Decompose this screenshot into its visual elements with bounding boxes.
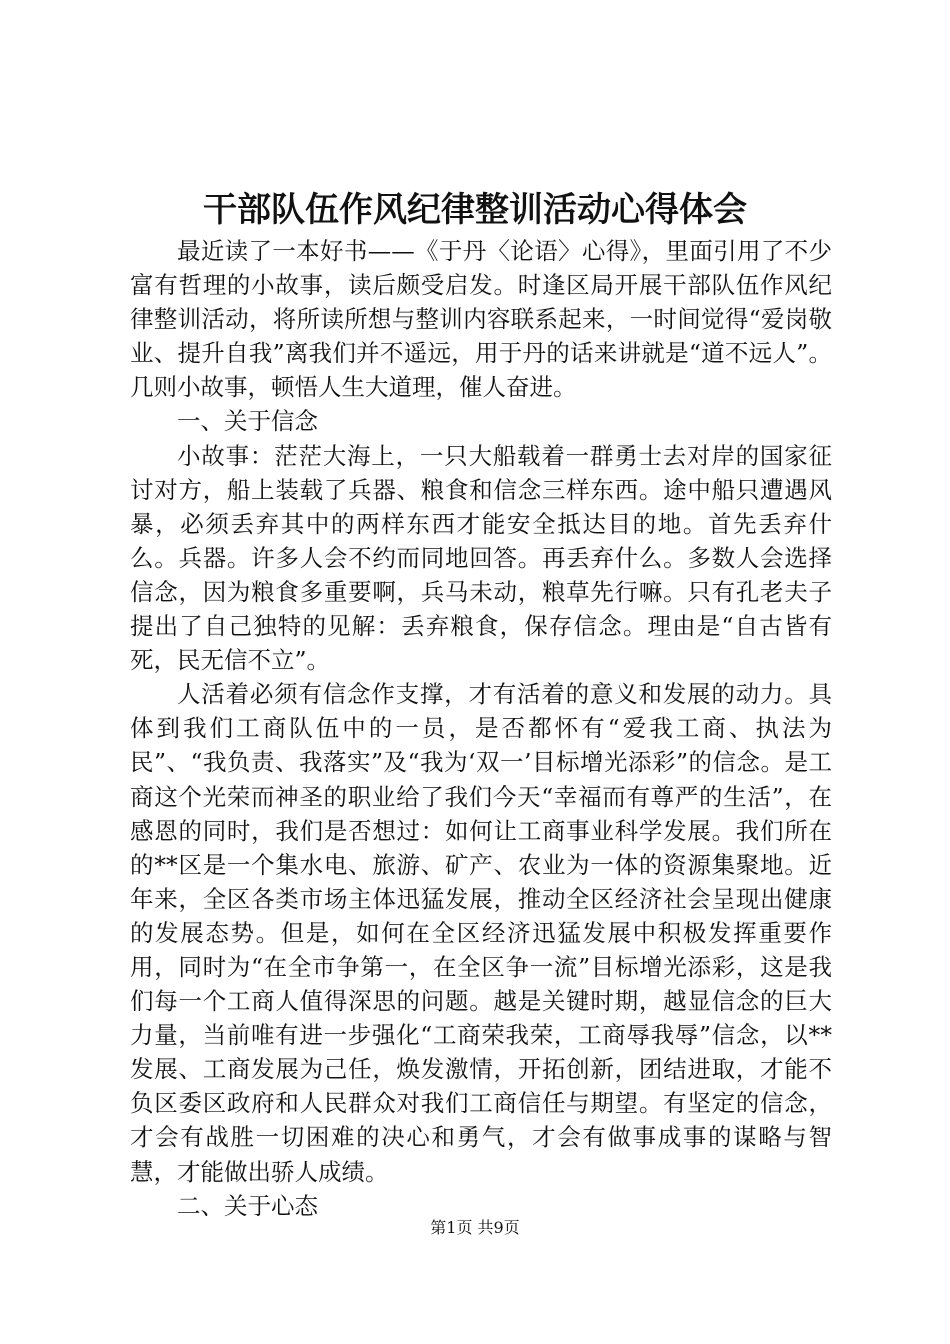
paragraph-belief-discussion: 人活着必须有信念作支撑，才有活着的意义和发展的动力。具体到我们工商队伍中的一员，是否都怀有“爱我工商、执法为民”、“我负责、我落实”及“我为‘双一’目标增光添彩”的信念。是工商这个光荣而神圣的职业给了我们今天“幸福而有尊严的生活”，在感恩的同时，我们是否想过：如何让工商事业科学发展。我们所在的**区是一个集水电、旅游、矿产、农业为一体的资源集聚地。近年来，全区各类市场主体迅猛发展，推动全区经济社会呈现出健康的发展态势。但是，如何在全区经济迅猛发展中积极发挥重要作用，同时为“在全市争第一，在全区争一流”目标增光添彩，这是我们每一个工商人值得深思的问题。越是关键时期，越显信念的巨大力量，当前唯有进一步强化“工商荣我荣，工商辱我辱”信念，以**发展、工商发展为己任，焕发激情，开拓创新，团结进取，才能不负区委区政府和人民群众对我们工商信任与期望。有坚定的信念，才会有战胜一切困难的决心和勇气，才会有做事成事的谋略与智慧，才能做出骄人成绩。 [130, 680, 832, 1186]
document-title: 干部队伍作风纪律整训活动心得体会 [203, 190, 747, 230]
section-heading-mindset: 二、关于心态 [177, 1191, 318, 1220]
document-body [130, 234, 832, 1223]
paragraph-intro: 最近读了一本好书——《于丹〈论语〉心得》，里面引用了不少富有哲理的小故事，读后颇受启发。时逢区局开展干部队伍作风纪律整训活动，将所读所想与整训内容联系起来，一时间觉得“爱岗敬业、提升自我”离我们并不遥远，用于丹的话来讲就是“道不远人”。几则小故事，顿悟人生大道理，催人奋进。 [130, 237, 832, 402]
section-heading-belief: 一、关于信念 [177, 407, 318, 436]
paragraph-story: 小故事：茫茫大海上，一只大船载着一群勇士去对岸的国家征讨对方，船上装载了兵器、粮食和信念三样东西。途中船只遭遇风暴，必须丢弃其中的两样东西才能安全抵达目的地。首先丢弃什么。兵器。许多人会不约而同地回答。再丢弃什么。多数人会选择信念，因为粮食多重要啊，兵马未动，粮草先行嘛。只有孔老夫子提出了自己独特的见解：丢弃粮食，保存信念。理由是“自古皆有死，民无信不立”。 [130, 441, 832, 675]
page-footer: 第1页 共9页 [430, 1218, 520, 1237]
